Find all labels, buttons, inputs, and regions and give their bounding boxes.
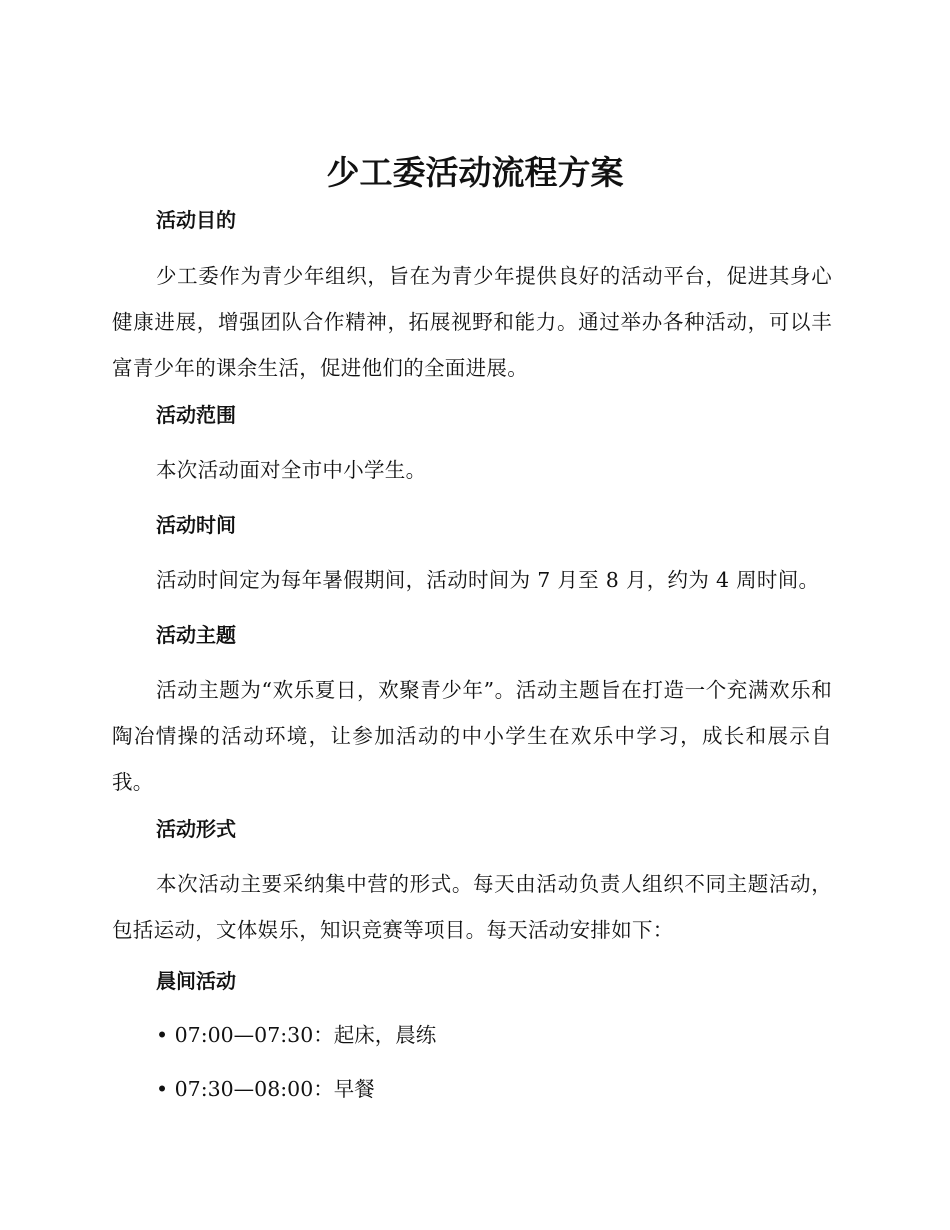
section-text-purpose: 少工委作为青少年组织，旨在为青少年提供良好的活动平台，促进其身心健康进展，增强团队合作精神，拓展视野和能力。通过举办各种活动，可以丰富青少年的课余生活，促进他们的全面进展。 bbox=[112, 264, 832, 380]
section-heading-scope: 活动范围 bbox=[156, 403, 236, 427]
list-item: • 07:00—07:30：起床，晨练 bbox=[156, 1023, 437, 1047]
section-text-format: 本次活动主要采纳集中营的形式。每天由活动负责人组织不同主题活动，包括运动，文体娱乐，知识竞赛等项目。每天活动安排如下： bbox=[112, 872, 832, 942]
list-item: • 07:30—08:00：早餐 bbox=[156, 1077, 375, 1101]
section-heading-morning: 晨间活动 bbox=[156, 969, 236, 993]
section-text-theme: 活动主题为“欢乐夏日，欢聚青少年”。活动主题旨在打造一个充满欢乐和陶冶情操的活动环境，让参加活动的中小学生在欢乐中学习，成长和展示自我。 bbox=[112, 678, 832, 794]
section-text-scope: 本次活动面对全市中小学生。 bbox=[156, 458, 427, 482]
section-heading-format: 活动形式 bbox=[156, 817, 236, 841]
section-heading-purpose: 活动目的 bbox=[156, 208, 236, 232]
section-text-time: 活动时间定为每年暑假期间，活动时间为 7 月至 8 月，约为 4 周时间。 bbox=[156, 568, 820, 592]
section-heading-time: 活动时间 bbox=[156, 513, 236, 537]
document-title: 少工委活动流程方案 bbox=[326, 153, 624, 192]
section-heading-theme: 活动主题 bbox=[156, 623, 236, 647]
